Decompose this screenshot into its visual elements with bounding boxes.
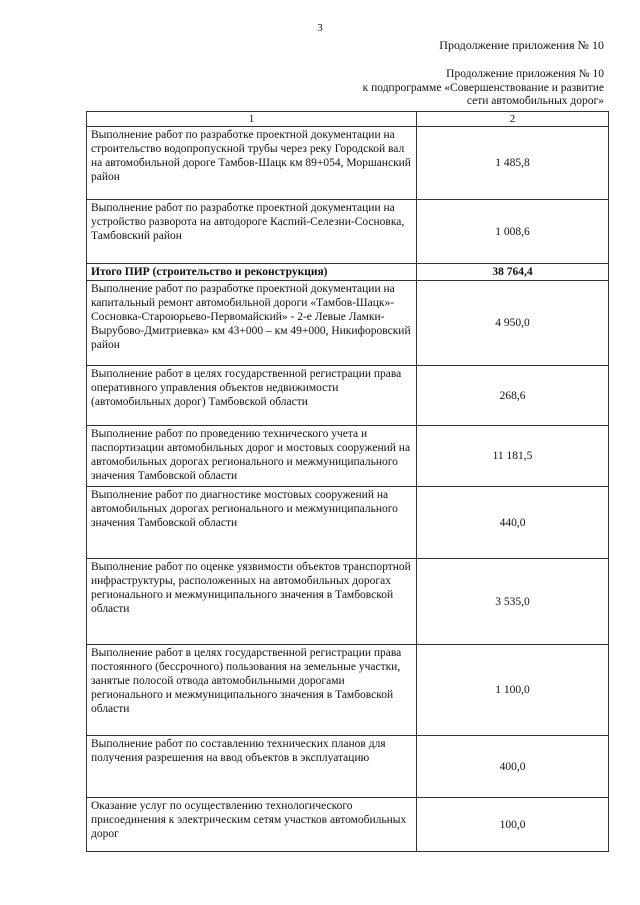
column-header-1: 1 (87, 112, 417, 127)
works-table (86, 111, 609, 852)
work-amount: 440,0 (417, 487, 609, 559)
work-amount: 400,0 (417, 736, 609, 798)
work-description: Выполнение работ в целях государственной регистрации права оперативного управления объектов недвижимости (автомобильных дорог) Тамбовской области (87, 366, 417, 426)
table-header-row (87, 112, 609, 127)
table-row (87, 366, 609, 426)
work-amount: 4 950,0 (417, 281, 609, 366)
work-description: Выполнение работ по составлению технических планов для получения разрешения на ввод объектов в эксплуатацию (87, 736, 417, 798)
work-amount: 268,6 (417, 366, 609, 426)
work-description: Выполнение работ по разработке проектной документации на капитальный ремонт автомобильной дороги «Тамбов-Шацк»- Сосновка-Староюрьево-Первомайский» - 2-е Левые Ламки- Вырубово-Дмитриевка» км 43+000 – км 49+000, Никифоровский район (87, 281, 417, 366)
table-row (87, 426, 609, 487)
work-amount: 1 100,0 (417, 645, 609, 736)
work-amount: 100,0 (417, 798, 609, 852)
table-row (87, 645, 609, 736)
work-amount: 1 485,8 (417, 127, 609, 200)
work-amount: 3 535,0 (417, 559, 609, 645)
work-amount: 11 181,5 (417, 426, 609, 487)
work-description: Выполнение работ по диагностике мостовых сооружений на автомобильных дорогах регионального и межмуниципального значения Тамбовской области (87, 487, 417, 559)
table-row (87, 200, 609, 264)
table-row (87, 281, 609, 366)
page-number: 3 (317, 22, 323, 34)
appendix-header-line-1: Продолжение приложения № 10 (446, 68, 604, 80)
table-row-total (87, 264, 609, 281)
work-description: Выполнение работ по разработке проектной документации на строительство водопропускной трубы через реку Городской вал на автомобильной дороге Тамбов-Шацк км 89+054, Моршанский район (87, 127, 417, 200)
total-amount: 38 764,4 (417, 264, 609, 281)
table-row (87, 736, 609, 798)
table-row (87, 487, 609, 559)
work-description: Выполнение работ по проведению технического учета и паспортизации автомобильных дорог и мостовых сооружений на автомобильных дорогах регионального и межмуниципального значения Тамбовской области (87, 426, 417, 487)
work-amount: 1 008,6 (417, 200, 609, 264)
total-label: Итого ПИР (строительство и реконструкция) (87, 264, 417, 281)
table-row (87, 127, 609, 200)
work-description: Выполнение работ по разработке проектной документации на устройство разворота на автодороге Каспий-Селезни-Сосновка, Тамбовский район (87, 200, 417, 264)
table-row (87, 798, 609, 852)
table-row (87, 559, 609, 645)
work-description: Оказание услуг по осуществлению технологического присоединения к электрическим сетям участков автомобильных дорог (87, 798, 417, 852)
column-header-2: 2 (417, 112, 609, 127)
appendix-header (363, 68, 604, 109)
appendix-header-line-3: сети автомобильных дорог» (466, 95, 604, 107)
work-description: Выполнение работ по оценке уязвимости объектов транспортной инфраструктуры, расположенных на автомобильных дорогах регионального и межмуниципального значения в Тамбовской области (87, 559, 417, 645)
continuation-note: Продолжение приложения № 10 (439, 38, 604, 52)
appendix-header-line-2: к подпрограмме «Совершенствование и развитие (362, 81, 604, 94)
work-description: Выполнение работ в целях государственной регистрации права постоянного (бессрочного) пользования на земельные участки, занятые полосой отвода автомобильными дорогами регионального и межмуниципального значения в Тамбовской области (87, 645, 417, 736)
